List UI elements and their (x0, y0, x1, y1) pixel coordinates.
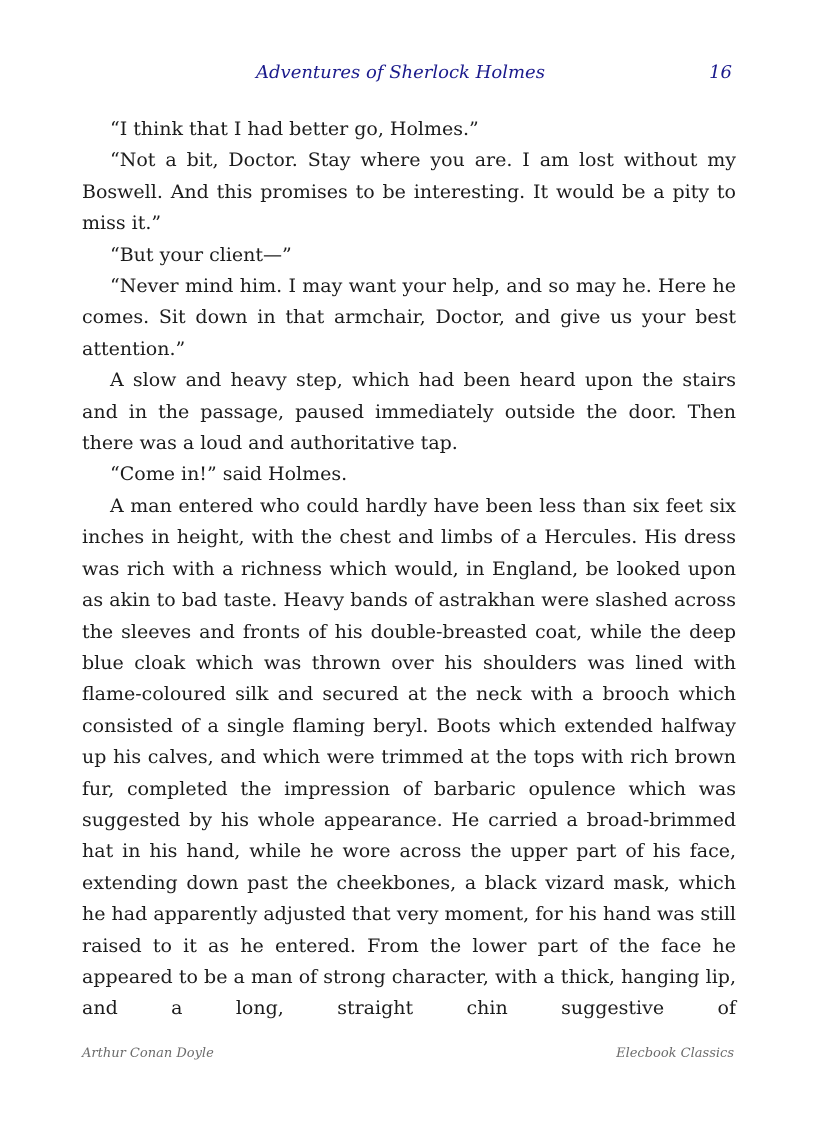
running-footer (82, 1046, 736, 1066)
paragraph: “I think that I had better go, Holmes.” (110, 118, 479, 140)
paragraph: A man entered who could hardly have been less than six feet six inches in height, with the chest and limbs of a Hercules. His dress was rich with a richness which would, in England, be looked upon as akin to bad taste. Heavy bands of astrakhan were slashed across the sleeves and fronts of his double-breasted coat, while the deep blue cloak which was thrown over his shoulders was lined with flame-coloured silk and secured at the neck with a brooch which consisted of a single flaming beryl. Boots which extended halfway up his calves, and which were trimmed at the tops with rich brown fur, completed the impression of barbaric opulence which was suggested by his whole appearance. He carried a broad-brimmed hat in his hand, while he wore across the upper part of his face, extending down past the cheekbones, a black vizard mask, which he had apparently adjusted that very moment, for his hand was still raised to it as he entered. From the lower part of the face he appeared to be a man of strong character, with a thick, hanging lip, and a long, straight chin suggestive of (82, 494, 736, 1020)
author-name: Arthur Conan Doyle (82, 1046, 214, 1061)
paragraph: “But your client—” (110, 243, 292, 266)
paragraph: A slow and heavy step, which had been heard upon the stairs and in the passage, paused immediately outside the door. Then there was a loud and authoritative tap. (82, 369, 736, 455)
paragraph: “Not a bit, Doctor. Stay where you are. I am lost without my Boswell. And this promises to be interesting. It would be a pity to miss it.” (82, 149, 736, 235)
page-body (82, 114, 736, 1025)
paragraph: “Come in!” said Holmes. (110, 463, 348, 486)
page-number: 16 (709, 62, 732, 83)
publisher-name: Elecbook Classics (616, 1046, 734, 1061)
book-title: Adventures of Sherlock Holmes (256, 62, 545, 83)
running-header (82, 62, 736, 88)
paragraph: “Never mind him. I may want your help, and so may he. Here he comes. Sit down in that armchair, Doctor, and give us your best attention.” (82, 275, 736, 360)
